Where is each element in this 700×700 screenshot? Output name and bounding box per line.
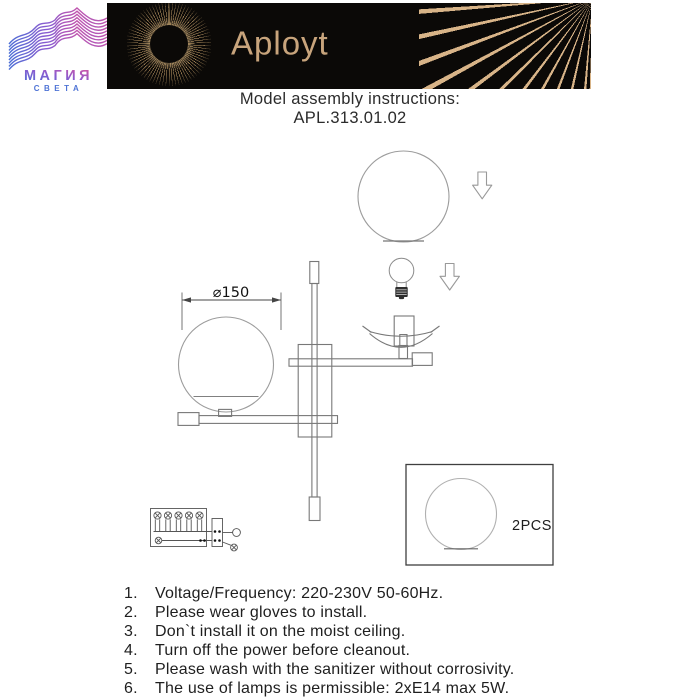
terminal-stems [155, 519, 201, 531]
item-number: 6. [124, 680, 138, 698]
down-arrow-icon [473, 172, 492, 199]
dimension-label: ⌀150 [212, 285, 250, 301]
terminal-icons [154, 512, 203, 519]
pcs-label: 2PCS [512, 518, 552, 534]
aployt-brand-banner [107, 3, 591, 89]
item-number: 2. [124, 604, 138, 622]
gold-rays-icon [419, 3, 591, 89]
model-number: APL.313.01.02 [293, 108, 407, 127]
page-title: Model assembly instructions: [239, 90, 461, 108]
magia-sveta-logo [6, 4, 111, 94]
item-text: Please wash with the sanitizer without corrosivity. [155, 661, 515, 679]
fixture-frame [178, 262, 432, 521]
connector-dots [199, 530, 221, 542]
list-item [124, 679, 644, 698]
item-number: 5. [124, 661, 138, 679]
title-block [0, 90, 700, 127]
item-text: Don`t install it on the moist ceiling. [155, 623, 406, 641]
list-item [124, 603, 644, 622]
item-text: Voltage/Frequency: 220-230V 50-60Hz. [155, 585, 444, 602]
wiring-diagram [151, 509, 241, 551]
list-item [124, 584, 644, 603]
list-item [124, 641, 644, 660]
aployt-brand-name: Aployt [231, 24, 329, 62]
dimension-150 [182, 285, 281, 330]
item-text: The use of lamps is permissible: 2xE14 max 5W. [155, 680, 510, 698]
magia-waves-icon [9, 8, 107, 70]
glass-globe-top [358, 151, 449, 242]
eclipse-sunburst-icon [127, 3, 211, 86]
item-text: Please wear gloves to install. [155, 604, 368, 622]
item-number: 1. [124, 585, 138, 602]
down-arrow-icon [440, 264, 459, 291]
list-item [124, 660, 644, 679]
item-text: Turn off the power before cleanout. [155, 642, 411, 660]
lampholder-dish [363, 316, 440, 347]
magia-subtitle: СВЕТА [33, 84, 84, 93]
parts-box [406, 465, 553, 566]
magia-title: МАГИЯ [23, 68, 94, 84]
list-item [124, 622, 644, 641]
bulb-icon [389, 258, 414, 299]
glass-globe-mounted [179, 317, 274, 412]
instructions-list [124, 584, 644, 699]
item-number: 4. [124, 642, 138, 660]
item-number: 3. [124, 623, 138, 641]
